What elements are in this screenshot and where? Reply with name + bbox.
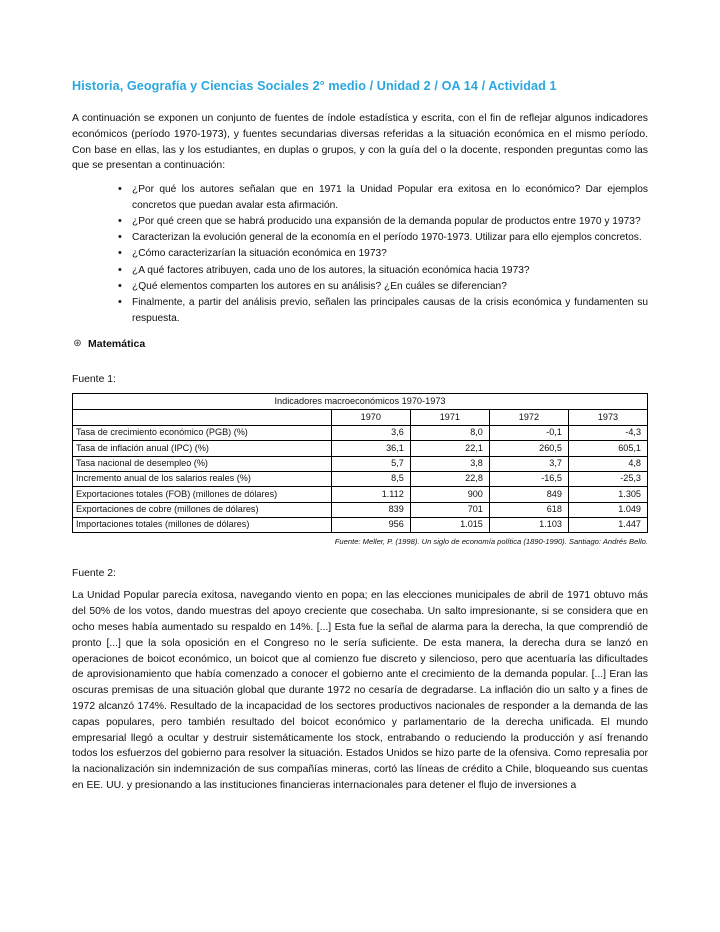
- cell-value: 849: [489, 487, 568, 502]
- list-item: • ¿A qué factores atribuyen, cada uno de los autores, la situación económica hacia 1973?: [118, 263, 648, 278]
- list-item: • ¿Cómo caracterizarían la situación económica en 1973?: [118, 246, 648, 261]
- table-citation: Fuente: Meller, P. (1998). Un siglo de economía política (1890-1990). Santiago: Andrés Bello.: [334, 537, 648, 547]
- table-title: Indicadores macroeconómicos 1970-1973: [73, 393, 648, 410]
- cell-value: 36,1: [331, 441, 410, 456]
- table-row: [73, 425, 648, 440]
- table-title-row: [73, 393, 648, 410]
- table-header-row: [73, 410, 648, 425]
- table-row: [73, 517, 648, 532]
- column-header-1973: 1973: [568, 410, 647, 425]
- cell-value: 701: [410, 502, 489, 517]
- cell-value: 839: [331, 502, 410, 517]
- cell-value: 8,0: [410, 425, 489, 440]
- cell-value: -25,3: [568, 471, 647, 486]
- table-row: [73, 502, 648, 517]
- compass-icon: ⊛: [73, 338, 82, 350]
- cell-value: 605,1: [568, 441, 647, 456]
- subject-heading: [72, 338, 648, 350]
- indicators-table: [72, 393, 648, 533]
- cell-value: -16,5: [489, 471, 568, 486]
- cell-value: 1.305: [568, 487, 647, 502]
- questions-list: [72, 182, 648, 326]
- cell-value: 3,8: [410, 456, 489, 471]
- cell-value: 618: [489, 502, 568, 517]
- cell-value: 22,1: [410, 441, 489, 456]
- fuente1-label: Fuente 1:: [72, 373, 116, 385]
- row-label: Tasa nacional de desempleo (%): [73, 456, 332, 471]
- row-label: Tasa de crecimiento económico (PGB) (%): [73, 425, 332, 440]
- cell-value: 1.447: [568, 517, 647, 532]
- cell-value: 22,8: [410, 471, 489, 486]
- cell-value: 3,6: [331, 425, 410, 440]
- list-item: • Caracterizan la evolución general de la economía en el período 1970-1973. Utilizar para ello ejemplos concretos.: [118, 230, 648, 245]
- column-header-1970: 1970: [331, 410, 410, 425]
- cell-value: 260,5: [489, 441, 568, 456]
- list-item: • ¿Por qué los autores señalan que en 1971 la Unidad Popular era exitosa en lo económico? Dar ejemplos concretos que puedan avalar esta afirmación.: [118, 182, 648, 213]
- column-header-blank: [73, 410, 332, 425]
- subject-label: Matemática: [88, 337, 146, 350]
- table-row: [73, 487, 648, 502]
- table-row: [73, 471, 648, 486]
- cell-value: 8,5: [331, 471, 410, 486]
- cell-value: 1.112: [331, 487, 410, 502]
- intro-paragraph: A continuación se exponen un conjunto de fuentes de índole estadística y escrita, con el fin de reflejar algunos indicadores económicos (período 1970-1973), y fuentes secundarias diversas referidas a la situación económica en el mismo período. Con base en ellas, las y los estudiantes, en duplas o grupos, y con la guía del o la docente, responden preguntas como las que se presentan a continuación:: [72, 113, 648, 172]
- page-title: Historia, Geografía y Ciencias Sociales 2° medio / Unidad 2 / OA 14 / Actividad 1: [72, 79, 557, 93]
- row-label: Exportaciones de cobre (millones de dólares): [73, 502, 332, 517]
- column-header-1971: 1971: [410, 410, 489, 425]
- cell-value: 900: [410, 487, 489, 502]
- row-label: Incremento anual de los salarios reales (%): [73, 471, 332, 486]
- list-item: • ¿Qué elementos comparten los autores en su análisis? ¿En cuáles se diferencian?: [118, 279, 648, 294]
- fuente2-label: Fuente 2:: [72, 568, 116, 580]
- cell-value: 3,7: [489, 456, 568, 471]
- cell-value: 5,7: [331, 456, 410, 471]
- list-item: • ¿Por qué creen que se habrá producido una expansión de la demanda popular de productos entre 1970 y 1973?: [118, 214, 648, 229]
- fuente2-text: La Unidad Popular parecía exitosa, navegando viento en popa; en las elecciones municipales de abril de 1971 obtuvo más del 50% de los votos, dando muestras del apoyo creciente que cosechaba. Un salto impresionante, si se considera que en ocho meses había aumentado su respaldo en 14%. [...] Esta fue la señal de alarma para la derecha, la que comprendió de pronto [...] que la sola oposición en el Congreso no le sería suficiente. De esta manera, la derecha dura se lanzó en operaciones de boicot económico, un boicot que al comienzo fue discreto y silencioso, pero que acentuaría las dificultades de aprovisionamiento que había comenzado a conocer el gobierno ante el crecimiento de la demanda popular. [...] Eran las oscuras premisas de una situación global que durante 1972 no cesaría de degradarse. La inflación dio un salto y a fines de 1972 alcanzó 174%. Resultado de la incapacidad de los sectores productivos nacionales de responder a la demanda de las capas populares, pero también resultado del boicot económico y parlamentario de la derecha unificada. El mundo empresarial llegó a ocultar y destruir sistemáticamente los stock, entrabando o reduciendo la producción y así frenando todos los esfuerzos del gobierno para resolver la situación. Estados Unidos se hizo parte de la ofensiva. Como represalia por la nacionalización sin indemnización de sus compañías mineras, cortó las líneas de crédito a Chile, bloqueando sus cuentas en EE. UU. y presionando a las instituciones financieras internacionales para detener el flujo de inversiones a: [72, 590, 648, 792]
- table-row: [73, 456, 648, 471]
- list-item: • Finalmente, a partir del análisis previo, señalen las principales causas de la crisis económica y fundamenten su respuesta.: [118, 295, 648, 326]
- cell-value: 1.015: [410, 517, 489, 532]
- row-label: Exportaciones totales (FOB) (millones de dólares): [73, 487, 332, 502]
- column-header-1972: 1972: [489, 410, 568, 425]
- cell-value: 1.049: [568, 502, 647, 517]
- cell-value: 1.103: [489, 517, 568, 532]
- row-label: Tasa de inflación anual (IPC) (%): [73, 441, 332, 456]
- cell-value: -4,3: [568, 425, 647, 440]
- cell-value: 4,8: [568, 456, 647, 471]
- cell-value: -0,1: [489, 425, 568, 440]
- table-row: [73, 441, 648, 456]
- row-label: Importaciones totales (millones de dólares): [73, 517, 332, 532]
- cell-value: 956: [331, 517, 410, 532]
